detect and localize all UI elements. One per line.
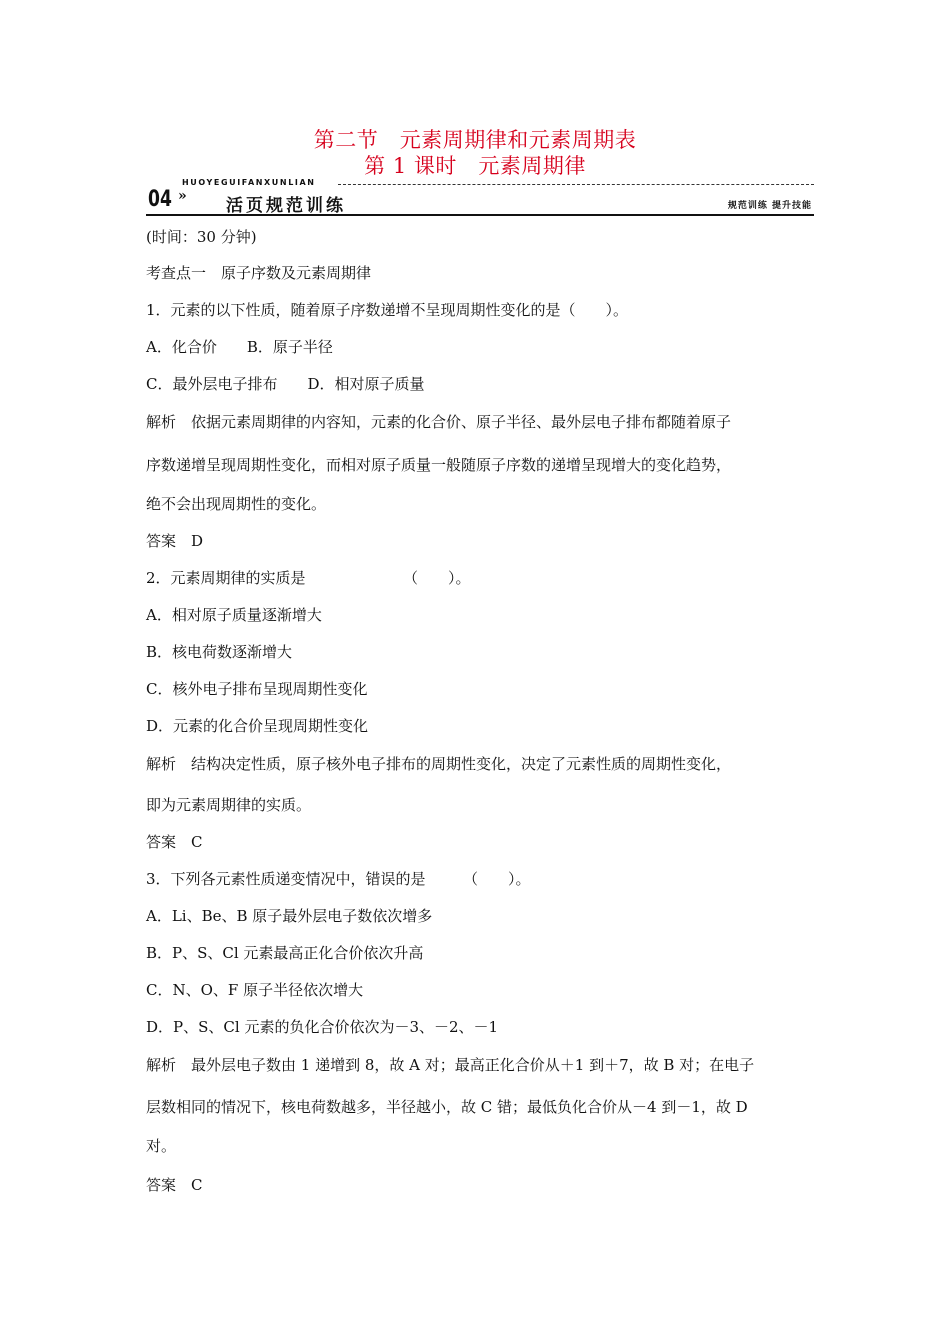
banner-name: 活页规范训练 bbox=[226, 196, 346, 216]
banner-number: 04 bbox=[148, 187, 172, 212]
q2-analysis-line: 解析 结构决定性质，原子核外电子排布的周期性变化，决定了元素性质的周期性变化， bbox=[146, 755, 732, 773]
q3-option-b: B．P、S、Cl 元素最高正化合价依次升高 bbox=[146, 944, 424, 962]
q3-analysis-line: 层数相同的情况下，核电荷数越多，半径越小，故 C 错；最低负化合价从－4 到－1，故 D bbox=[146, 1098, 748, 1116]
q2-answer: 答案 C bbox=[146, 833, 203, 851]
q1-answer: 答案 D bbox=[146, 532, 204, 550]
q2-option-a: A．相对原子质量逐渐增大 bbox=[146, 606, 322, 624]
question-1: 1．元素的以下性质，随着原子序数递增不呈现周期性变化的是（ ）。 bbox=[146, 301, 629, 319]
time-note: (时间：30 分钟) bbox=[146, 228, 257, 246]
q1-options-cd: C．最外层电子排布 D．相对原子质量 bbox=[146, 375, 425, 393]
banner-dashed-divider bbox=[338, 184, 814, 185]
q3-analysis-line: 对。 bbox=[146, 1137, 177, 1155]
chevron-right-icon: » bbox=[178, 188, 187, 204]
q2-option-b: B．核电荷数逐渐增大 bbox=[146, 643, 293, 661]
topic-heading: 考查点一 原子序数及元素周期律 bbox=[146, 264, 372, 282]
q1-analysis-line: 绝不会出现周期性的变化。 bbox=[146, 495, 327, 513]
question-2: 2．元素周期律的实质是 （ ）。 bbox=[146, 569, 471, 587]
q3-option-c: C．N、O、F 原子半径依次增大 bbox=[146, 981, 364, 999]
banner-rule bbox=[146, 214, 814, 216]
q3-option-d: D．P、S、Cl 元素的负化合价依次为－3、－2、－1 bbox=[146, 1018, 499, 1036]
q3-answer: 答案 C bbox=[146, 1176, 203, 1194]
section-title: 第二节 元素周期律和元素周期表 bbox=[313, 128, 637, 152]
question-3: 3．下列各元素性质递变情况中，错误的是 （ ）。 bbox=[146, 870, 531, 888]
q1-analysis-line: 序数递增呈现周期性变化，而相对原子质量一般随原子序数的递增呈现增大的变化趋势， bbox=[146, 456, 732, 474]
q2-option-c: C．核外电子排布呈现周期性变化 bbox=[146, 680, 368, 698]
q3-option-a: A．Li、Be、B 原子最外层电子数依次增多 bbox=[146, 907, 433, 925]
practice-banner bbox=[146, 176, 814, 216]
q2-analysis-line: 即为元素周期律的实质。 bbox=[146, 796, 312, 814]
lesson-title: 第 1 课时 元素周期律 bbox=[364, 154, 586, 178]
q1-analysis-line: 解析 依据元素周期律的内容知，元素的化合价、原子半径、最外层电子排布都随着原子 bbox=[146, 413, 732, 431]
q2-option-d: D．元素的化合价呈现周期性变化 bbox=[146, 717, 369, 735]
q1-options-ab: A．化合价 B．原子半径 bbox=[146, 338, 333, 356]
banner-pinyin: HUOYEGUIFANXUNLIAN bbox=[182, 178, 316, 187]
q3-analysis-line: 解析 最外层电子数由 1 递增到 8，故 A 对；最高正化合价从＋1 到＋7，故 B 对；在电子 bbox=[146, 1056, 755, 1074]
banner-tagline: 规范训练 提升技能 bbox=[727, 201, 812, 211]
